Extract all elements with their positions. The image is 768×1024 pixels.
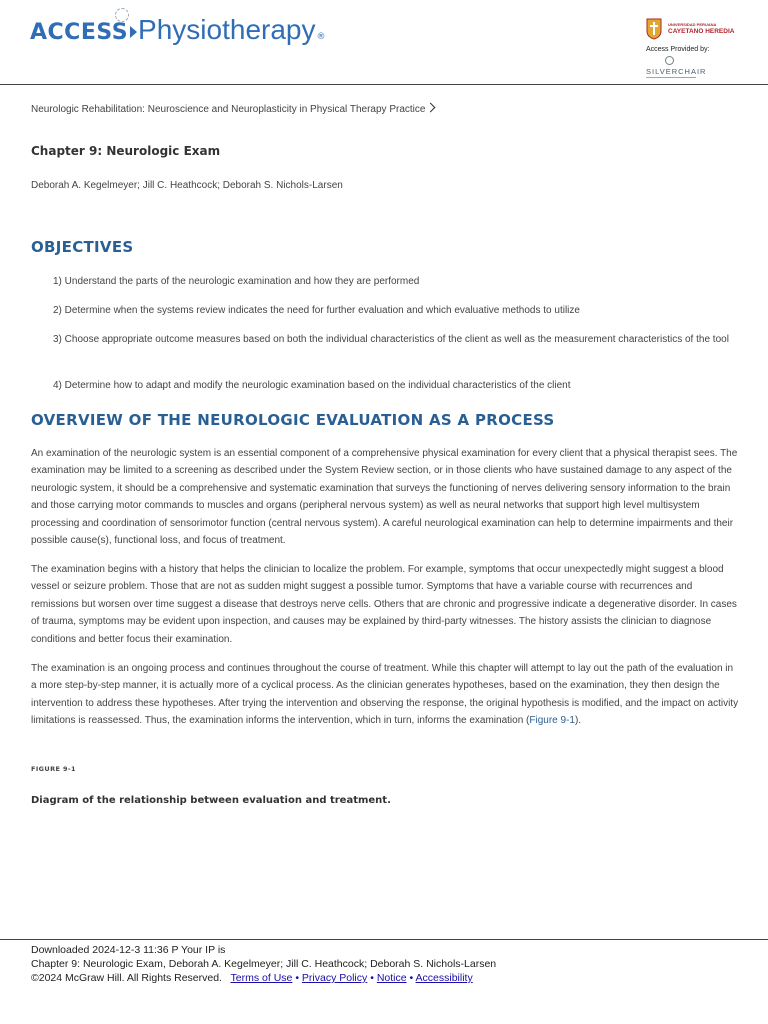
breadcrumb[interactable] [31, 104, 434, 115]
overview-paragraph: An examination of the neurologic system is an essential component of a comprehensive physical examination for every client that a physical therapist sees. The examination may be limited to a screening as described under the System Review section, or in those clients who have sustained damage to any aspect of the neurologic system, it should be a comprehensive and systematic examination that surveys the functioning of nerves delivering sensory information to the brain and those carrying motor commands to muscles and organs (peripheral nervous system) as well as neural networks that support high level multisystem processing and coordination of sensorimotor function (central nervous system). A careful neurological examination can help to determine impairments and their possible cause(s), functional loss, and focus of treatment. [31, 448, 738, 547]
paragraph-text-end: ). [574, 715, 582, 727]
access-physiotherapy-logo[interactable] [30, 14, 325, 54]
overview-heading: OVERVIEW OF THE NEUROLOGIC EVALUATION AS A PROCESS [31, 411, 555, 429]
overview-paragraph: The examination begins with a history that helps the clinician to localize the problem. For example, symptoms that occur unexpectedly might suggest a blood vessel or seizure problem. Those that are not as sudden might suggest a possible tumor. Symptoms that have a variable course with recurrences and remissions but worsen over time suggest a disease that destroys nerve cells. Others that are chronic and progressive indicate a degenerative disorder. In cases of trauma, symptoms may be evident upon inspection, and causes may be explained by third-party witnesses. The history assists the clinician to diagnose conditions and better focus their examination. [31, 564, 737, 645]
footer-links-line [31, 972, 473, 984]
page-footer [0, 939, 768, 940]
terms-of-use-link[interactable]: Terms of Use [230, 972, 293, 984]
institution-subtitle: UNIVERSIDAD PERUANA [668, 22, 717, 27]
objective-item: 2) Determine when the systems review indicates the need for further evaluation and which evaluative methods to utilize [53, 305, 580, 316]
objective-item: 1) Understand the parts of the neurologic examination and how they are performed [53, 276, 420, 287]
breadcrumb-book-title[interactable]: Neurologic Rehabilitation: Neuroscience and Neuroplasticity in Physical Therapy Practice [31, 104, 426, 115]
logo-arrow-icon [130, 26, 137, 38]
page-header [0, 0, 768, 85]
accessibility-link[interactable]: Accessibility [415, 972, 473, 984]
institution-block [644, 18, 756, 82]
privacy-policy-link[interactable]: Privacy Policy [301, 972, 368, 984]
chevron-right-icon [426, 103, 436, 113]
logo-access-text: ACCESS [30, 20, 129, 45]
citation-line: Chapter 9: Neurologic Exam, Deborah A. Kegelmeyer; Jill C. Heathcock; Deborah S. Nichols-Larsen [31, 958, 497, 970]
access-provided-by-label: Access Provided by: [646, 46, 710, 53]
logo-gear-icon [115, 8, 129, 22]
silverchair-underline [646, 77, 696, 78]
objective-item: 3) Choose appropriate outcome measures based on both the individual characteristics of the client as well as the measurement characteristics of the tool [53, 334, 729, 345]
logo-physiotherapy-text: Physiotherapy [138, 14, 316, 45]
overview-paragraph [31, 660, 739, 730]
authors-line: Deborah A. Kegelmeyer; Jill C. Heathcock; Deborah S. Nichols-Larsen [31, 180, 343, 191]
notice-link[interactable]: Notice [376, 972, 407, 984]
figure-9-1-link[interactable]: Figure 9-1 [529, 715, 575, 727]
silverchair-icon [665, 56, 674, 65]
silverchair-logo-text: SILVERCHAIR [646, 67, 707, 76]
figure-label: FIGURE 9-1 [31, 765, 76, 773]
objectives-heading: OBJECTIVES [31, 238, 134, 256]
paragraph-text: The examination is an ongoing process and continues throughout the course of treatment. While this chapter will attempt to lay out the path of the evaluation in a more step-by-step manner, it is actually more of a cyclical process. As the clinician generates hypotheses, based on the examination, they then design the intervention to address these hypotheses. After trying the intervention and observing the response, the original hypothesis is modified, and the impact on activity limitations is reassessed. Thus, the examination informs the intervention, which in turn, informs the examination ( [31, 663, 739, 727]
separator-bullet: • [295, 972, 299, 984]
figure-caption: Diagram of the relationship between evaluation and treatment. [31, 795, 391, 806]
institution-name: CAYETANO HEREDIA [668, 28, 735, 35]
copyright-text: ©2024 McGraw Hill. All Rights Reserved. [31, 972, 222, 984]
separator-bullet: • [409, 972, 414, 984]
objective-item: 4) Determine how to adapt and modify the neurologic examination based on the individual characteristics of the client [53, 380, 571, 391]
chapter-title: Chapter 9: Neurologic Exam [31, 144, 221, 158]
separator-bullet: • [370, 972, 374, 984]
university-seal-icon [646, 18, 662, 40]
logo-trademark: ® [316, 32, 326, 42]
download-info: Downloaded 2024-12-3 11:36 P Your IP is [31, 944, 226, 956]
